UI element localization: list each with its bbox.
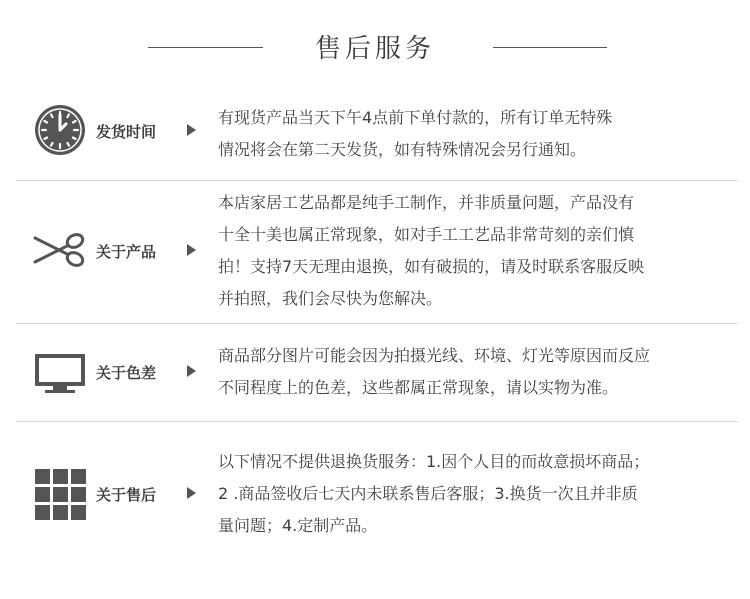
description-line: 以下情况不提供退换货服务：1.因个人目的而故意损坏商品； [218,452,650,471]
chevron-right-icon [187,487,196,499]
section-description [218,187,733,315]
section-description [218,102,733,166]
monitor-icon [33,346,87,400]
section-label: 发货时间 [96,123,157,141]
title-rule-right [493,47,607,48]
description-line: 情况将会在第二天发货，如有特殊情况会另行通知。 [218,140,587,159]
description-line: 量问题；4.定制产品。 [218,516,378,535]
description-line: 2 .商品签收后七天内未联系售后客服；3.换货一次且并非质 [218,484,638,503]
description-line: 不同程度上的色差，这些都属正常现象，请以实物为准。 [218,378,619,397]
section-label: 关于色差 [96,364,157,382]
grid-icon [33,467,87,521]
section-about-product [20,181,740,323]
description-line: 有现货产品当天下午4点前下单付款的，所有订单无特殊 [218,108,613,127]
chevron-right-icon [187,365,196,377]
page-header [0,0,750,96]
description-line: 并拍照，我们会尽快为您解决。 [218,289,443,308]
description-line: 拍！支持7天无理由退换，如有破损的，请及时联系客服反映 [218,257,645,276]
section-about-after-sales [20,422,740,552]
description-line: 十全十美也属正常现象，如对手工工艺品非常苛刻的亲们慎 [218,225,635,244]
description-line: 商品部分图片可能会因为拍摄光线、环境、灯光等原因而反应 [218,346,651,365]
page-title: 售后服务 [314,34,435,64]
scissors-icon [33,223,87,277]
section-about-color-difference [20,324,740,420]
section-description [218,446,733,542]
section-shipping-time [20,97,740,179]
clock-icon [33,103,87,157]
section-label: 关于售后 [96,486,157,504]
description-line: 本店家居工艺品都是纯手工制作，并非质量问题，产品没有 [218,193,635,212]
chevron-right-icon [187,244,196,256]
title-rule-left [148,47,263,48]
section-label: 关于产品 [96,243,157,261]
section-description [218,340,733,404]
chevron-right-icon [187,124,196,136]
